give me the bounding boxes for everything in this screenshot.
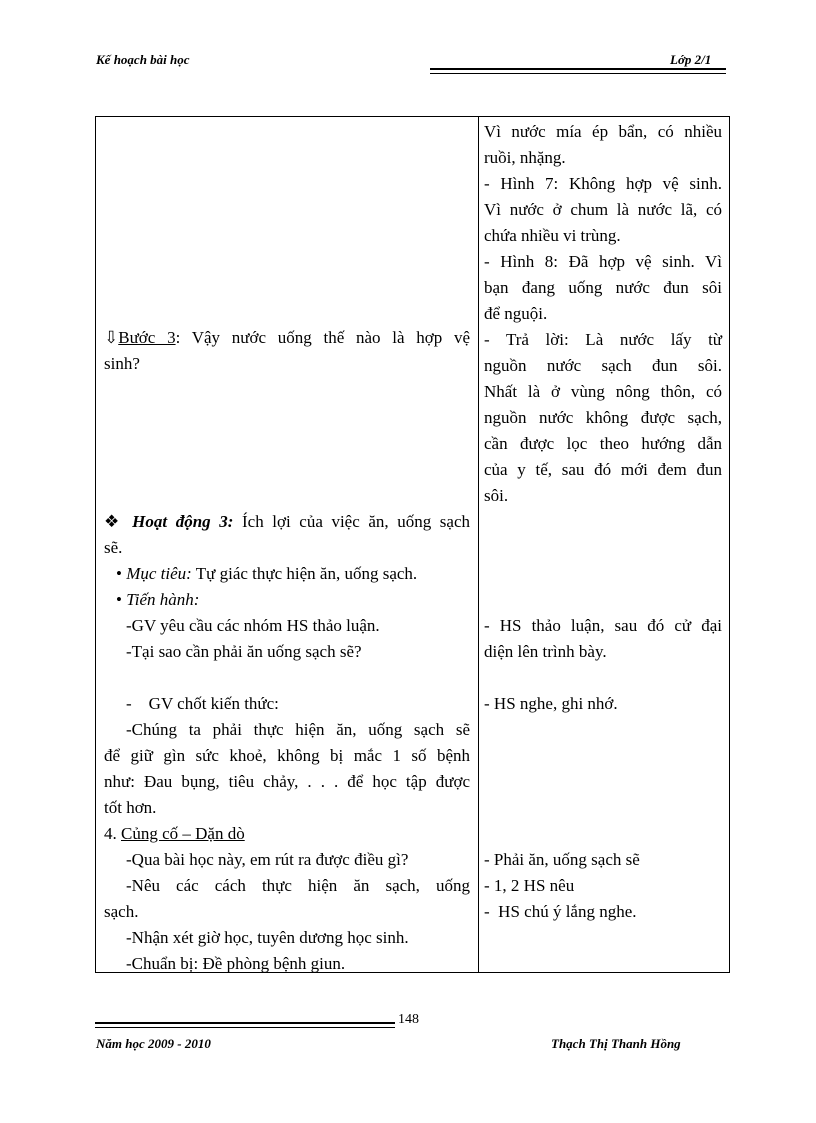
right-line-3: - Hình 7: Không hợp vệ sinh.: [484, 174, 722, 193]
section4-heading: [104, 821, 245, 847]
procedure-line: [116, 587, 199, 613]
right-line-6: - Hình 8: Đã hợp vệ sinh. Vì: [484, 252, 722, 271]
left-line-11: -Nhận xét giờ học, tuyên dương học sinh.: [126, 928, 409, 947]
left-line-4: -Chúng ta phải thực hiện ăn, uống sạch sẽ: [126, 720, 470, 739]
left-line-10: sạch.: [104, 902, 139, 921]
left-line-7: tốt hơn.: [104, 798, 157, 817]
right-line-9: - Trả lời: Là nước lấy từ: [484, 330, 722, 349]
right-line-10: nguồn nước sạch đun sôi.: [484, 356, 722, 375]
right-line-7: bạn đang uống nước đun sôi: [484, 278, 722, 297]
right-line-17: diện lên trình bày.: [484, 642, 607, 661]
left-line-6: như: Đau bụng, tiêu chảy, . . . để học tập được: [104, 772, 470, 791]
header-class: Lớp 2/1: [670, 52, 712, 67]
section4-number: 4.: [104, 824, 121, 843]
left-line-8: -Qua bài học này, em rút ra được điều gì?: [126, 850, 409, 869]
right-line-12: nguồn nước không được sạch,: [484, 408, 722, 427]
footer-rule: [95, 1022, 395, 1024]
step3-text: : Vậy nước uống thế nào là hợp vệ: [175, 328, 471, 347]
step3-label: Bước 3: [118, 328, 176, 347]
left-line-2: -Tại sao cần phải ăn uống sạch sẽ?: [126, 642, 362, 661]
column-divider: [478, 117, 479, 972]
procedure-label: Tiến hành:: [126, 590, 200, 609]
left-line-3: - GV chốt kiến thức:: [126, 694, 279, 713]
activity3-line1: [104, 509, 470, 535]
header-rule: [430, 68, 726, 70]
right-line-11: Nhất là ở vùng nông thôn, có: [484, 382, 722, 401]
right-line-1: Vì nước mía ép bẩn, có nhiều: [484, 122, 722, 141]
right-line-21: - HS chú ý lắng nghe.: [484, 902, 637, 921]
goal-text: Tự giác thực hiện ăn, uống sạch.: [191, 564, 418, 583]
header-rule-thin: [430, 73, 726, 74]
step3-line1: [104, 325, 470, 351]
right-line-19: - Phải ăn, uống sạch sẽ: [484, 850, 640, 869]
header-title: Kế hoạch bài học: [96, 52, 190, 67]
right-line-4: Vì nước ở chum là nước lã, có: [484, 200, 722, 219]
left-line-1: -GV yêu cầu các nhóm HS thảo luận.: [126, 616, 380, 635]
right-line-16: - HS thảo luận, sau đó cử đại: [484, 616, 722, 635]
footer-school-year: Năm học 2009 - 2010: [96, 1036, 211, 1051]
lesson-table: [95, 116, 730, 973]
right-line-20: - 1, 2 HS nêu: [484, 876, 575, 895]
right-line-15: sôi.: [484, 486, 509, 505]
left-line-12: -Chuẩn bị: Đề phòng bệnh giun.: [126, 954, 346, 973]
footer-author: Thạch Thị Thanh Hồng: [551, 1036, 681, 1051]
left-line-5: để giữ gìn sức khoẻ, không bị mắc 1 số bệnh: [104, 746, 470, 765]
bullet-icon: •: [116, 564, 122, 583]
down-arrow-icon: ⇩: [104, 328, 119, 347]
right-line-13: cần được lọc theo hướng dẫn: [484, 434, 722, 453]
right-line-18: - HS nghe, ghi nhớ.: [484, 694, 618, 713]
footer-rule-thin: [95, 1027, 395, 1028]
diamond-bullet-icon: ❖: [104, 512, 124, 531]
activity3-line2: sẽ.: [104, 538, 123, 557]
right-line-8: để nguội.: [484, 304, 548, 323]
right-line-14: của y tế, sau đó mới đem đun: [484, 460, 722, 479]
goal-label: Mục tiêu:: [126, 564, 192, 583]
right-line-2: ruồi, nhặng.: [484, 148, 566, 167]
bullet-icon: •: [116, 590, 122, 609]
activity3-label: Hoạt động 3:: [132, 512, 234, 531]
page-number: 148: [398, 1012, 419, 1027]
activity3-text: Ích lợi của việc ăn, uống sạch: [233, 512, 471, 531]
section4-title: Củng cố – Dặn dò: [121, 824, 245, 843]
step3-line2: sinh?: [104, 354, 140, 373]
goal-line: [116, 561, 417, 587]
left-line-9: -Nêu các cách thực hiện ăn sạch, uống: [126, 876, 470, 895]
right-line-5: chứa nhiều vi trùng.: [484, 226, 621, 245]
